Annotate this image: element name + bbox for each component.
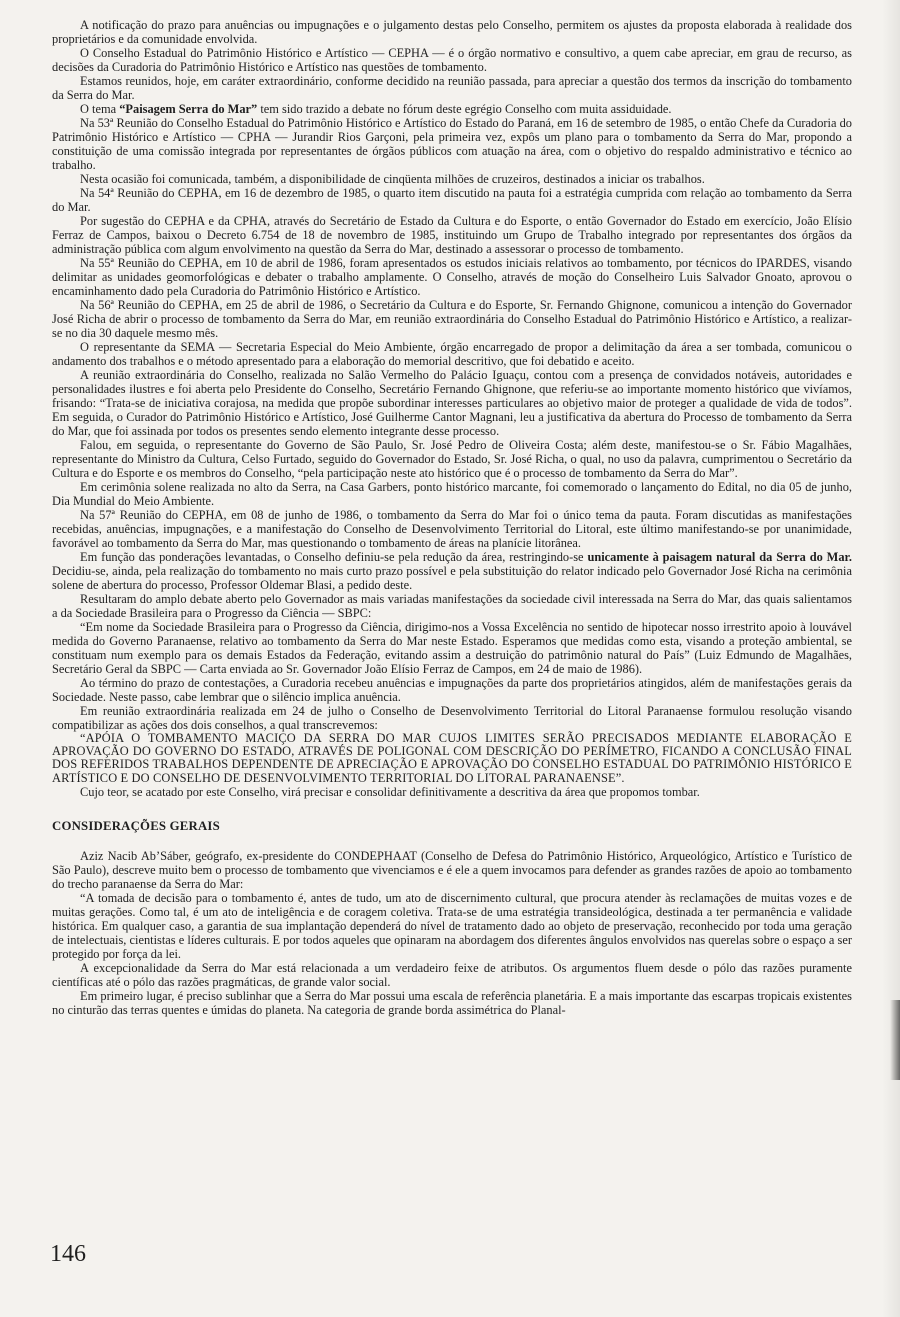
paragraph: Em cerimônia solene realizada no alto da Serra, na Casa Garbers, ponto histórico marcante, foi comemorado o lançamento do Edital, no dia 05 de junho, Dia Mundial do Meio Ambiente. [52,480,852,508]
paragraph: Estamos reunidos, hoje, em caráter extraordinário, conforme decidido na reunião passada, para apreciar a questão dos termos da inscrição do tombamento da Serra do Mar. [52,74,852,102]
page-edge-shadow [882,0,900,1317]
emphasis-text: “Paisagem Serra do Mar” [119,102,258,116]
paragraph: A excepcionalidade da Serra do Mar está relacionada a um verdadeiro feixe de atributos. Os argumentos fluem desde o pólo das razões puramente científicas até o pólo das razões pragmáticas, de grande valor social. [52,960,852,989]
paragraph-text: tem sido trazido a debate no fórum deste egrégio Conselho com muita assiduidade. [257,102,672,116]
paragraph: Na 55ª Reunião do CEPHA, em 10 de abril de 1986, foram apresentados os estudos iniciais relativos ao tombamento, por técnicos do IPARDES, visando delimitar as unidades geomorfológicas e debater o trabalho amplamente. O Conselho, através de moção do Conselheiro Luis Salvador Gnoato, aprovou o encaminhamento dado pela Curadoria do Patrimônio Histórico e Artístico. [52,256,852,298]
paragraph [52,550,852,592]
paragraph: A reunião extraordinária do Conselho, realizada no Salão Vermelho do Palácio Iguaçu, contou com a presença de convidados notáveis, autoridades e personalidades ilustres e foi aberta pelo Presidente do Conselho, Secretário Fernando Ghignone, que referiu-se ao importante momento histórico que vivíamos, frisando: “Trata-se de iniciativa corajosa, na medida que propõe subordinar interesses particulares ao objetivo maior de proteger a qualidade de vida de todos”. Em seguida, o Curador do Patrimônio Histórico e Artístico, José Guilherme Cantor Magnani, leu a justificativa da abertura do Processo de tombamento da Serra do Mar, que foi assinada por todos os presentes sendo elemento integrante desse processo. [52,368,852,438]
paragraph: Na 57ª Reunião do CEPHA, em 08 de junho de 1986, o tombamento da Serra do Mar foi o único tema da pauta. Foram discutidas as manifestações recebidas, anuências, impugnações, e a manifestação do Conselho de Desenvolvimento Territorial do Litoral, este último manifestando-se por unanimidade, favorável ao tombamento da Serra do Mar, mas questionando o tombamento de áreas na planície litorânea. [52,508,852,550]
paragraph: Falou, em seguida, o representante do Governo de São Paulo, Sr. José Pedro de Oliveira Costa; além deste, manifestou-se o Sr. Fábio Magalhães, representante do Ministro da Cultura, Celso Furtado, seguido do Governador do Estado, Sr. José Richa, o qual, no uso da palavra, cumprimentou o Secretário da Cultura e do Esporte e os membros do Conselho, “pela participação neste ato histórico que é o processo de tombamento da Serra do Mar”. [52,438,852,480]
paragraph-text: O tema [80,102,120,116]
resolution-quote: “APÓIA O TOMBAMENTO MACIÇO DA SERRA DO MAR CUJOS LIMITES SERÃO PRECISADOS MEDIANTE ELABORAÇÃO E APROVAÇÃO DO GOVERNO DO ESTADO, ATRAVÉS DE POLIGONAL COM DESCRIÇÃO DO PERÍMETRO, FICANDO A CONCLUSÃO FINAL DOS REFERIDOS TRABALHOS DEPENDENTE DE APRECIAÇÃO E APROVAÇÃO DO CONSELHO ESTADUAL DO PATRIMÔNIO HISTÓRICO E ARTÍSTICO E DO CONSELHO DE DESENVOLVIMENTO TERRITORIAL DO LITORAL PARANAENSE”. [52,731,852,785]
paragraph: “Em nome da Sociedade Brasileira para o Progresso da Ciência, dirigimo-nos a Vossa Excelência no sentido de hipotecar nosso irrestrito apoio à louvável medida do Governo Paranaense, relativo ao tombamento da Serra do Mar neste Estado. Esperamos que medidas como esta, visando a proteção ambiental, se constituam num exemplo para os demais Estados da Federação, evitando assim a destruição do patrimônio natural do País” (Luiz Edmundo de Magalhães, Secretário Geral da SBPC — Carta enviada ao Sr. Governador João Elísio Ferraz de Campos, em 24 de maio de 1986). [52,620,852,676]
body-text-bottom [52,849,852,1017]
closing-paragraph: Cujo teor, se acatado por este Conselho, virá precisar e consolidar definitivamente a descritiva da área que propomos tombar. [80,784,700,799]
paragraph: O Conselho Estadual do Patrimônio Histórico e Artístico — CEPHA — é o órgão normativo e consultivo, a quem cabe apreciar, em grau de recurso, as decisões da Curadoria do Patrimônio Histórico e Artístico nas questões de tombamento. [52,46,852,74]
paragraph: Na 56ª Reunião do CEPHA, em 25 de abril de 1986, o Secretário da Cultura e do Esporte, Sr. Fernando Ghignone, comunicou a intenção do Governador José Richa de abrir o processo de tombamento da Serra do Mar, em reunião extraordinária do Conselho Estadual do Patrimônio Histórico e Artístico, a realizar-se no dia 30 daquele mesmo mês. [52,298,852,340]
document-page [52,18,852,1017]
paragraph: Em primeiro lugar, é preciso sublinhar que a Serra do Mar possui uma escala de referência planetária. E a mais importante das escarpas tropicais existentes no cinturão das terras quentes e úmidas do planeta. Na categoria de grande borda assimétrica do Planal- [52,988,852,1017]
paragraph-text: Decidiu-se, ainda, pela realização do tombamento no mais curto prazo possível e pela substituição do relator indicado pelo Governador José Richa na cerimônia solene de abertura do processo, Professor Oldemar Blasi, a pedido deste. [52,564,852,592]
paragraph: Nesta ocasião foi comunicada, também, a disponibilidade de cinqüenta milhões de cruzeiros, destinados a iniciar os trabalhos. [80,172,705,186]
paragraph: Resultaram do amplo debate aberto pelo Governador as mais variadas manifestações da sociedade civil interessada na Serra do Mar, das quais salientamos a da Sociedade Brasileira para o Progresso da Ciência — SBPC: [52,592,852,620]
page-number: 146 [50,1241,86,1267]
paragraph: “A tomada de decisão para o tombamento é, antes de tudo, um ato de discernimento cultural, que procura atender às reclamações de muitas vozes e de muitas gerações. Como tal, é um ato de inteligência e de coragem coletiva. Trata-se de uma estratégia transideológica, destinada a ter permanência e validade histórica. Em qualquer caso, a garantia de sua implantação dependerá do nível de tratamento dado ao objeto de preservação, reconhecido por toda uma geração de intelectuais, cientistas e líderes culturais. E por todos aqueles que opinaram na abordagem dos diferentes ângulos envolvidos nas querelas sobre o espaço a ser protegido por força da lei. [52,890,852,961]
paragraph: Na 53ª Reunião do Conselho Estadual do Patrimônio Histórico e Artístico do Estado do Paraná, em 16 de setembro de 1985, o então Chefe da Curadoria do Patrimônio Histórico e Artístico — CPHA — Jurandir Rios Garçoni, pela primeira vez, expôs um plano para o tombamento da Serra do Mar, propondo a constituição de uma comissão integrada por representantes de órgãos públicos com atuação na área, com o objetivo do respaldo administrativo e técnico ao trabalho. [52,116,852,172]
paragraph: O representante da SEMA — Secretaria Especial do Meio Ambiente, órgão encarregado de propor a delimitação da área a ser tombada, comunicou o andamento dos trabalhos e o método apresentado para a elaboração do memorial descritivo, que foi debatido e aceito. [52,340,852,368]
paragraph: Na 54ª Reunião do CEPHA, em 16 de dezembro de 1985, o quarto item discutido na pauta foi a estratégia cumprida com relação ao tombamento da Serra do Mar. [52,186,852,214]
paragraph: A notificação do prazo para anuências ou impugnações e o julgamento destas pelo Conselho, permitem os ajustes da proposta elaborada à realidade dos proprietários e da comunidade envolvida. [52,18,852,46]
paragraph: Aziz Nacib Ab’Sáber, geógrafo, ex-presidente do CONDEPHAAT (Conselho de Defesa do Patrimônio Histórico, Arqueológico, Artístico e Turístico de São Paulo), descreve muito bem o processo de tombamento que vivenciamos e é ele a quem invocamos para defender as grandes razões de apoio ao tombamento do trecho paranaense da Serra do Mar: [52,848,852,891]
section-heading: CONSIDERAÇÕES GERAIS [52,818,220,833]
paragraph: Ao término do prazo de contestações, a Curadoria recebeu anuências e impugnações da parte dos proprietários atingidos, além de manifestações gerais da Sociedade. Neste passo, cabe lembrar que o silêncio implica anuência. [52,676,852,704]
paragraph: Por sugestão do CEPHA e da CPHA, através do Secretário de Estado da Cultura e do Esporte, o então Governador do Estado em exercício, João Elísio Ferraz de Campos, baixou o Decreto 6.754 de 18 de novembro de 1985, instituindo um Grupo de Trabalho integrado por representantes dos órgãos da administração pública com algum envolvimento na questão da Serra do Mar, destinado a assessorar o processo de tombamento. [52,214,852,256]
paragraph [52,102,852,116]
body-text-top [52,18,852,732]
emphasis-text: unicamente à paisagem natural da Serra do Mar. [587,550,853,564]
paragraph-text: Em função das ponderações levantadas, o Conselho definiu-se pela redução da área, restringindo-se [80,550,588,564]
binding-mark [890,1000,900,1080]
paragraph: Em reunião extraordinária realizada em 24 de julho o Conselho de Desenvolvimento Territorial do Litoral Paranaense formulou resolução visando compatibilizar as ações dos dois conselhos, a qual transcrevemos: [52,704,852,732]
